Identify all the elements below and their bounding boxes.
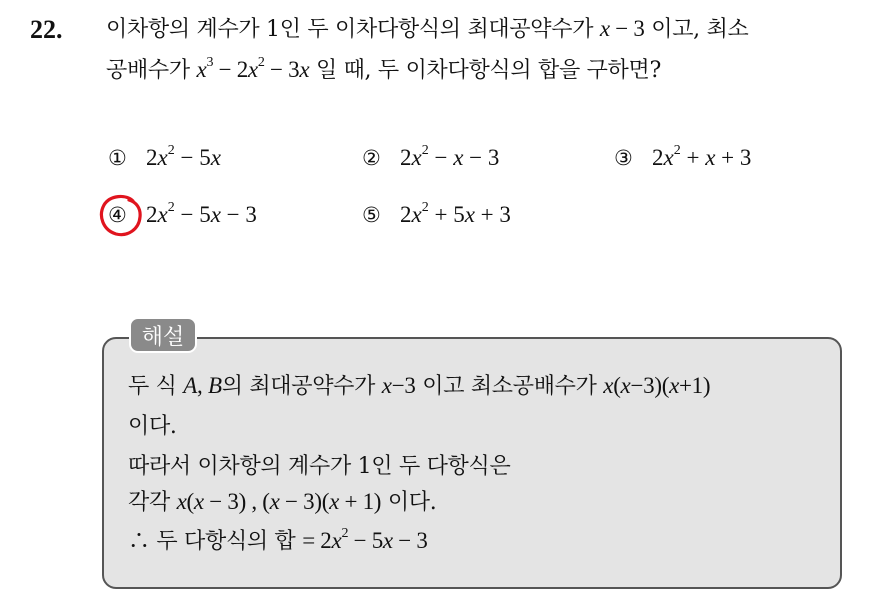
question-line-2 [106, 55, 661, 86]
choice-number: ③ [614, 146, 633, 170]
choice-expression: $2x^2 + x + 3$ [652, 143, 752, 170]
choice-expression: $2x^2 + 5x + 3$ [400, 200, 511, 227]
answer-expression: = $2x^2 - 5x - 3$ [302, 526, 428, 553]
factor-expression: x(x − 3) , (x − 3)(x + 1) [176, 489, 382, 514]
question-text-tail: 이고, 최소 [651, 17, 749, 42]
choice-number: ④ [108, 203, 127, 227]
choice-2[interactable] [362, 142, 499, 174]
choice-expression: $2x^2 - x - 3$ [400, 143, 500, 170]
solution-line-1 [128, 371, 710, 402]
solution-text: 이다. [381, 490, 437, 515]
choice-number: ② [362, 146, 381, 170]
question-text-head: 공배수가 [106, 58, 190, 83]
solution-tab: 해설 [129, 317, 197, 353]
answer-mark-circle-icon [98, 192, 144, 238]
choice-expression: $2x^2 - 5x - 3$ [146, 200, 257, 227]
question-line-1 [106, 14, 748, 45]
solution-text: 이고 최소공배수가 [415, 374, 604, 399]
choice-3[interactable] [614, 142, 751, 174]
solution-line-4 [128, 487, 436, 518]
solution-text: 두 식 [128, 374, 184, 399]
solution-line-3: 따라서 이차항의 계수가 1인 두 다항식은 [128, 454, 511, 479]
var-a: A, B [183, 373, 222, 398]
question-number: 22. [30, 15, 63, 44]
solution-line-2: 이다. [128, 414, 177, 439]
lcm-expression: x(x−3)(x+1) [603, 373, 711, 398]
gcd-expression: x−3 [381, 373, 416, 398]
choice-1[interactable] [108, 142, 221, 174]
solution-text: 의 최대공약수가 [221, 374, 382, 399]
question-text: 이차항의 계수가 1인 두 이차다항식의 최대공약수가 [106, 17, 594, 42]
lcm-expression: $x^3 - 2x^2 - 3x$ [196, 55, 310, 82]
choice-number: ⑤ [362, 203, 381, 227]
choice-5[interactable] [362, 199, 511, 231]
choice-expression: $2x^2 - 5x$ [146, 143, 221, 170]
question-text-end: 일 때, 두 이차다항식의 합을 구하면? [315, 58, 661, 83]
solution-line-5 [128, 526, 428, 557]
solution-text: 각각 [128, 490, 177, 515]
gcd-expression: x − 3 [599, 16, 645, 41]
choice-number: ① [108, 146, 127, 170]
solution-text: ∴ 두 다항식의 합 [128, 529, 303, 554]
